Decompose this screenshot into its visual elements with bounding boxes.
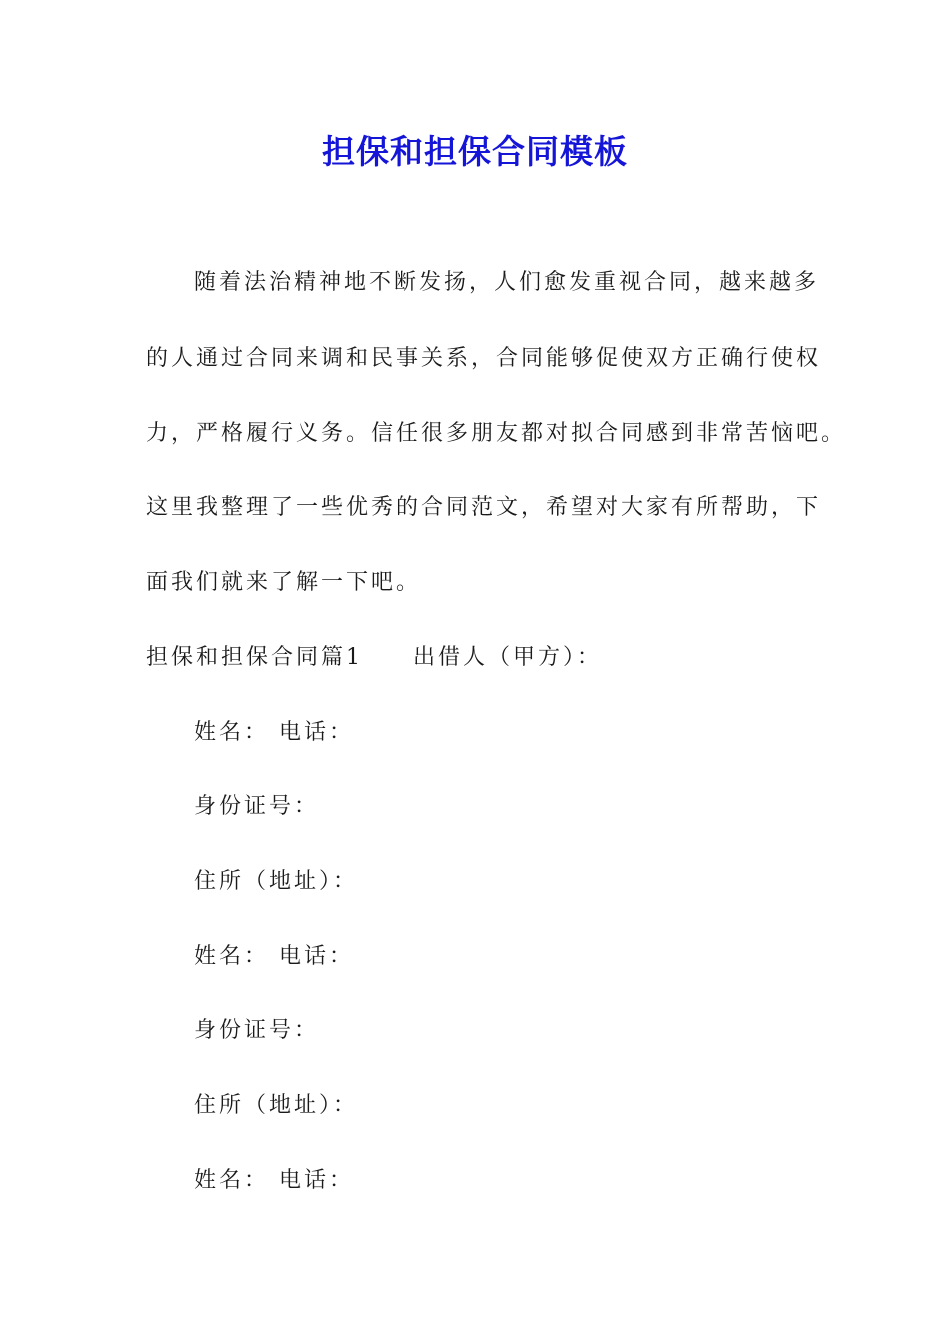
name-label: 姓名： — [194, 720, 270, 745]
intro-line-3: 力，严格履行义务。信任很多朋友都对拟合同感到非常苦恼吧。 — [146, 421, 847, 446]
lender-party-label: 出借人（甲方）： — [413, 645, 603, 670]
intro-line-4: 这里我整理了一些优秀的合同范文，希望对大家有所帮助，下 — [146, 495, 822, 520]
section-heading-line — [146, 643, 826, 673]
intro-line-5: 面我们就来了解一下吧。 — [146, 570, 422, 595]
phone-label: 电话： — [279, 1168, 355, 1193]
field-row-name-phone-3 — [194, 1166, 874, 1196]
address-label-2: 住所（地址）： — [194, 1093, 359, 1118]
name-label: 姓名： — [194, 944, 270, 969]
intro-line-2: 的人通过合同来调和民事关系，合同能够促使双方正确行使权 — [146, 346, 822, 371]
document-title: 担保和担保合同模板 — [322, 132, 628, 171]
id-number-label-1: 身份证号： — [194, 794, 320, 819]
address-label-1: 住所（地址）： — [194, 869, 359, 894]
section-heading: 担保和担保合同篇1 — [146, 645, 363, 670]
field-row-name-phone-2 — [194, 942, 874, 972]
field-row-name-phone-1 — [194, 718, 874, 748]
intro-line-1: 随着法治精神地不断发扬，人们愈发重视合同，越来越多 — [194, 270, 820, 295]
phone-label: 电话： — [279, 944, 355, 969]
name-label: 姓名： — [194, 1168, 270, 1193]
id-number-label-2: 身份证号： — [194, 1018, 320, 1043]
phone-label: 电话： — [279, 720, 355, 745]
